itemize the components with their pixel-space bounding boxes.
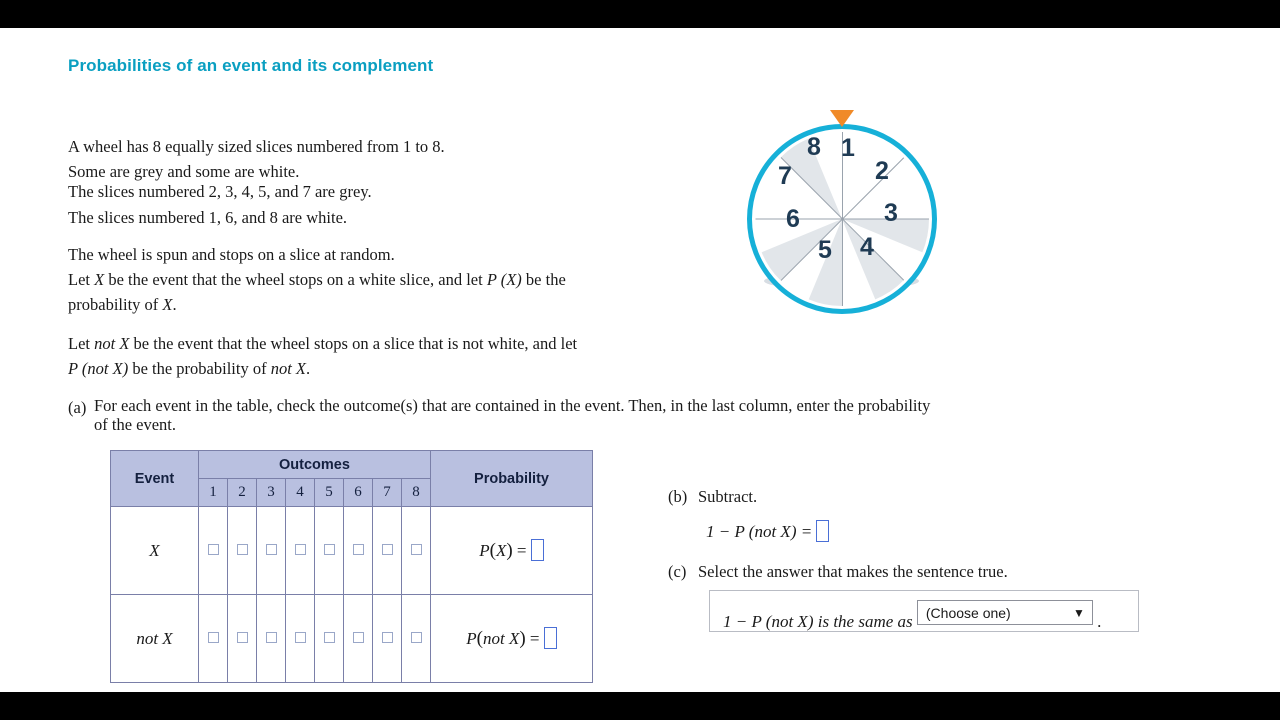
wheel-number-5: 5 <box>818 236 832 264</box>
spinner-wheel <box>742 100 942 320</box>
checkbox-cell-notx-7[interactable] <box>373 595 402 683</box>
problem-line-4: The slices numbered 1, 6, and 8 are white. <box>68 208 348 227</box>
checkbox-notx-8[interactable] <box>411 632 422 643</box>
wheel-number-3: 3 <box>884 199 898 227</box>
prob-label-p-notx-arg: not X <box>482 629 520 648</box>
problem-line-9-part-c: . <box>306 359 311 378</box>
part-b-text: Subtract. <box>698 487 758 506</box>
choose-one-dropdown[interactable] <box>917 600 1093 625</box>
prob-label-p-x-arg: X <box>495 541 507 560</box>
page-canvas <box>0 28 1280 692</box>
problem-line-5: The wheel is spun and stops on a slice at random. <box>68 245 395 264</box>
header-outcome-6: 6 <box>344 479 373 507</box>
checkbox-x-7[interactable] <box>382 544 393 555</box>
header-outcome-3: 3 <box>257 479 286 507</box>
header-outcome-5: 5 <box>315 479 344 507</box>
prob-label-p-notx-equals: = <box>529 629 540 648</box>
probability-input-not-x[interactable] <box>544 627 557 649</box>
part-c-text: Select the answer that makes the sentence true. <box>698 562 1008 581</box>
problem-line-6-px: P (X) <box>486 270 522 289</box>
header-probability: Probability <box>431 451 593 507</box>
checkbox-cell-x-7[interactable] <box>373 507 402 595</box>
choose-one-dropdown-value: (Choose one) <box>925 605 1011 621</box>
header-outcomes: Outcomes <box>199 451 431 479</box>
checkbox-notx-3[interactable] <box>266 632 277 643</box>
problem-line-8-not-x: not X <box>94 334 130 353</box>
header-outcome-4: 4 <box>286 479 315 507</box>
checkbox-x-5[interactable] <box>324 544 335 555</box>
problem-line-8 <box>68 331 577 356</box>
header-outcome-1: 1 <box>199 479 228 507</box>
checkbox-cell-notx-3[interactable] <box>257 595 286 683</box>
prob-label-p-notx-close-paren: ) <box>519 628 526 649</box>
table-row <box>111 595 593 683</box>
checkbox-notx-7[interactable] <box>382 632 393 643</box>
row-event-not-x-label: not X <box>136 628 173 648</box>
prob-label-p-x-equals: = <box>516 541 527 560</box>
prob-label-p-x-close-paren: ) <box>506 540 513 561</box>
checkbox-notx-2[interactable] <box>237 632 248 643</box>
problem-line-9-p-not-x: P (not X) <box>68 359 129 378</box>
checkbox-cell-notx-4[interactable] <box>286 595 315 683</box>
checkbox-notx-1[interactable] <box>208 632 219 643</box>
part-c-period: . <box>1097 612 1102 631</box>
problem-line-6-part-a: Let <box>68 270 95 289</box>
problem-line-2: Some are grey and some are white. <box>68 162 300 181</box>
wheel-number-6: 6 <box>786 205 800 233</box>
page-title: Probabilities of an event and its complement <box>68 56 434 75</box>
part-a-text-line-1: For each event in the table, check the outcome(s) that are contained in the event. Then, in the last column, enter the probability <box>94 396 931 415</box>
row-event-x <box>111 507 199 595</box>
header-outcome-7: 7 <box>373 479 402 507</box>
checkbox-x-8[interactable] <box>411 544 422 555</box>
checkbox-cell-x-4[interactable] <box>286 507 315 595</box>
header-outcome-2: 2 <box>228 479 257 507</box>
problem-line-6 <box>68 267 566 292</box>
probability-input-x[interactable] <box>531 539 544 561</box>
part-b-expression-text: 1 − P (not X) = <box>706 522 813 541</box>
problem-line-7-var-x: X <box>162 295 173 314</box>
header-outcome-8: 8 <box>402 479 431 507</box>
chevron-down-icon: ▼ <box>1073 606 1085 620</box>
prob-label-p-notx-open-paren: ( <box>476 628 483 649</box>
wheel-number-4: 4 <box>860 233 874 261</box>
table-header-row-1 <box>111 451 593 479</box>
problem-line-6-part-b: be the event that the wheel stops on a white slice, and let <box>104 270 487 289</box>
problem-line-8-part-b: be the event that the wheel stops on a slice that is not white, and let <box>129 334 578 353</box>
checkbox-x-2[interactable] <box>237 544 248 555</box>
checkbox-cell-notx-6[interactable] <box>344 595 373 683</box>
problem-line-7-part-b: . <box>172 295 177 314</box>
checkbox-cell-notx-1[interactable] <box>199 595 228 683</box>
outcomes-table <box>110 450 593 683</box>
part-c-sentence: 1 − P (not X) is the same as <box>723 612 913 631</box>
wheel-number-1: 1 <box>841 134 855 162</box>
row-event-not-x <box>111 595 199 683</box>
wheel-number-2: 2 <box>875 157 889 185</box>
problem-line-9 <box>68 356 310 381</box>
header-event: Event <box>111 451 199 507</box>
problem-line-3: The slices numbered 2, 3, 4, 5, and 7 are grey. <box>68 182 372 201</box>
problem-line-1: A wheel has 8 equally sized slices numbered from 1 to 8. <box>68 137 445 156</box>
prob-label-p-notx-pre: P <box>466 629 477 648</box>
probability-cell-x[interactable] <box>431 507 593 595</box>
checkbox-cell-x-2[interactable] <box>228 507 257 595</box>
part-c-answer-box <box>709 590 1139 632</box>
checkbox-cell-x-3[interactable] <box>257 507 286 595</box>
part-a-text-line-2: of the event. <box>94 415 177 434</box>
part-b-expression <box>706 520 829 542</box>
problem-line-9-part-b: be the probability of <box>128 359 271 378</box>
table-row <box>111 507 593 595</box>
checkbox-cell-notx-2[interactable] <box>228 595 257 683</box>
prob-label-p-x-open-paren: ( <box>489 540 496 561</box>
part-a-label: (a) <box>68 398 87 417</box>
checkbox-x-6[interactable] <box>353 544 364 555</box>
prob-label-p-x-pre: P <box>479 541 490 560</box>
part-b-answer-input[interactable] <box>816 520 829 542</box>
wheel-number-8: 8 <box>807 133 821 161</box>
wheel-pointer-icon <box>830 110 854 127</box>
part-a-text <box>94 396 1104 434</box>
part-c-label: (c) <box>668 562 687 581</box>
problem-line-7 <box>68 292 177 317</box>
row-event-x-label: X <box>149 540 160 560</box>
problem-line-7-part-a: probability of <box>68 295 163 314</box>
checkbox-cell-x-6[interactable] <box>344 507 373 595</box>
checkbox-cell-notx-5[interactable] <box>315 595 344 683</box>
checkbox-x-1[interactable] <box>208 544 219 555</box>
problem-line-8-part-a: Let <box>68 334 95 353</box>
problem-line-6-part-c: be the <box>521 270 566 289</box>
checkbox-cell-x-1[interactable] <box>199 507 228 595</box>
checkbox-x-3[interactable] <box>266 544 277 555</box>
wheel-number-7: 7 <box>778 162 792 190</box>
checkbox-notx-6[interactable] <box>353 632 364 643</box>
checkbox-x-4[interactable] <box>295 544 306 555</box>
problem-line-6-var-x: X <box>94 270 105 289</box>
part-c-sentence-row <box>723 600 1101 632</box>
checkbox-notx-5[interactable] <box>324 632 335 643</box>
checkbox-notx-4[interactable] <box>295 632 306 643</box>
checkbox-cell-x-5[interactable] <box>315 507 344 595</box>
probability-cell-not-x[interactable] <box>431 595 593 683</box>
checkbox-cell-notx-8[interactable] <box>402 595 431 683</box>
problem-line-9-not-x: not X <box>270 359 306 378</box>
part-b-label: (b) <box>668 487 688 506</box>
checkbox-cell-x-8[interactable] <box>402 507 431 595</box>
